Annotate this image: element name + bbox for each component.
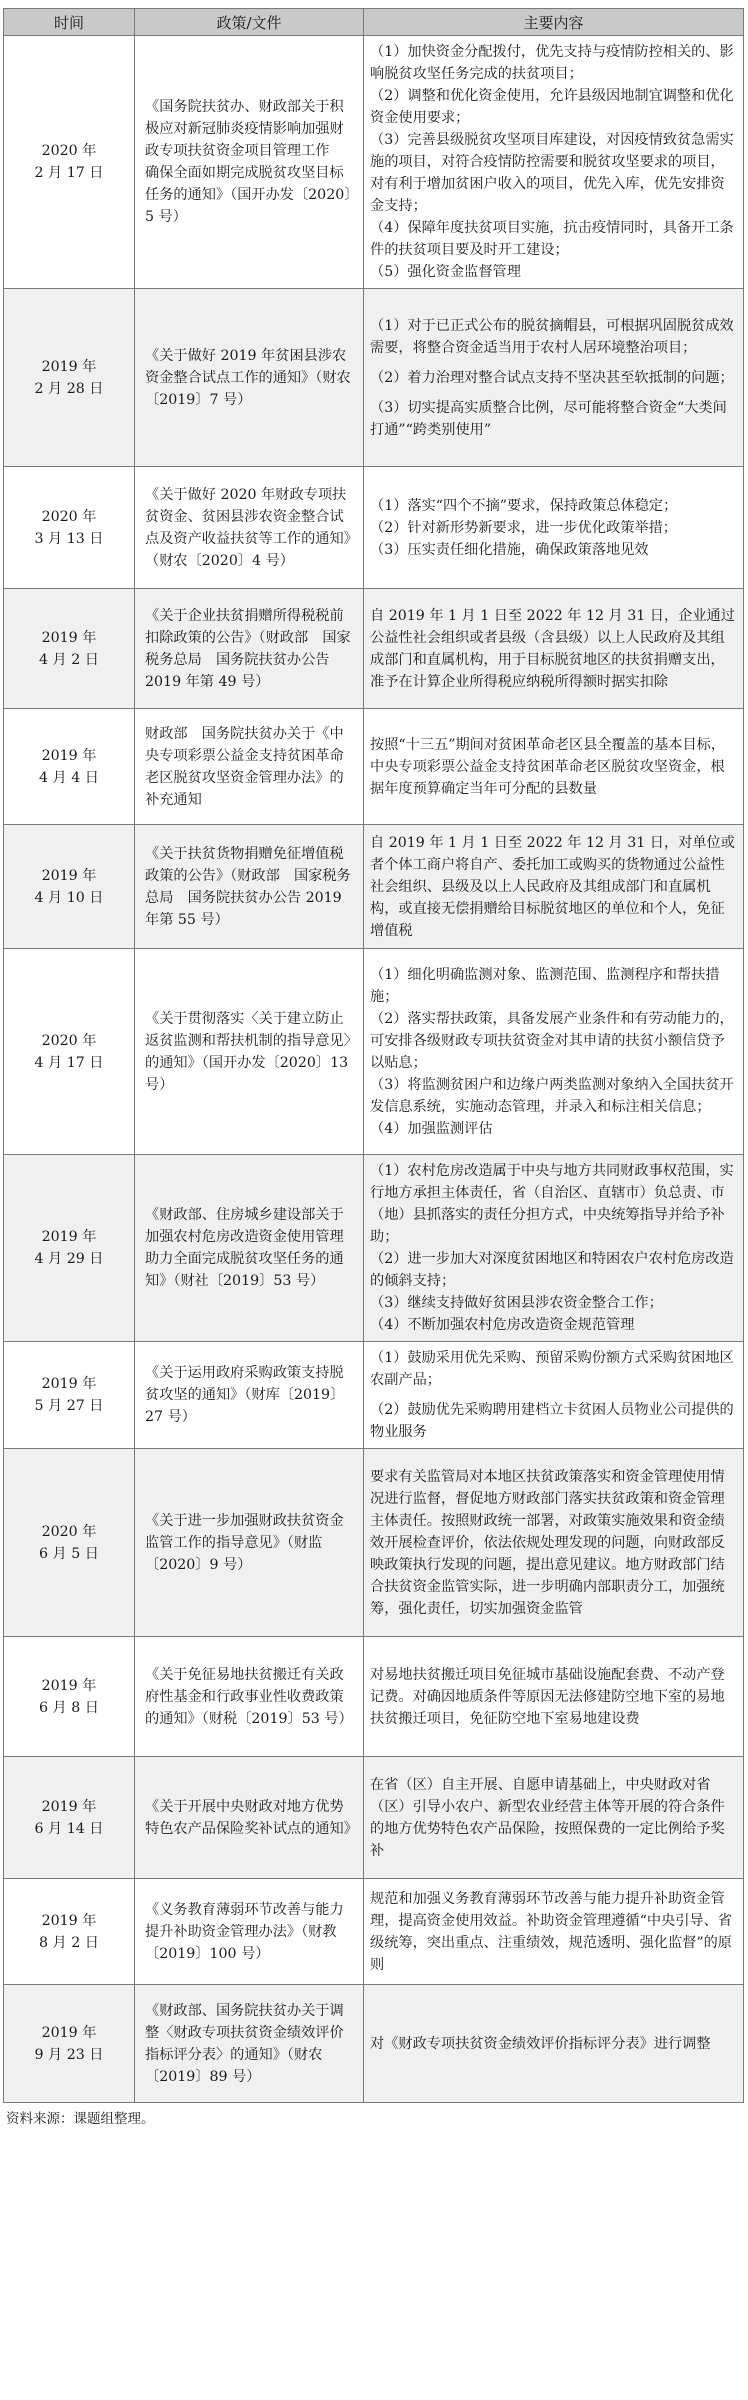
date-line: 6 月 8 日 xyxy=(39,1699,99,1716)
content-item: 规范和加强义务教育薄弱环节改善与能力提升补助资金管理，提高资金使用效益。补助资金管理遵循“中央引导、省级统筹，突出重点、注重绩效，规范透明、强化监督”的原则 xyxy=(370,1890,732,1973)
row-policy: 《关于开展中央财政对地方优势特色农产品保险奖补试点的通知》 xyxy=(135,1757,364,1879)
row-date xyxy=(4,1757,135,1879)
table-header-row xyxy=(4,9,744,36)
table-row xyxy=(4,709,744,825)
row-policy: 《关于企业扶贫捐赠所得税税前扣除政策的公告》（财政部 国家税务总局 国务院扶贫办公告 2019 年第 49 号） xyxy=(135,589,364,709)
table-body xyxy=(4,36,744,2103)
row-date xyxy=(4,1449,135,1637)
date-line: 6 月 5 日 xyxy=(39,1545,99,1562)
row-policy: 《关于扶贫货物捐赠免征增值税政策的公告》（财政部 国家税务总局 国务院扶贫办公告 2019 年第 55 号） xyxy=(135,825,364,949)
table-row xyxy=(4,589,744,709)
table-row xyxy=(4,1757,744,1879)
row-content xyxy=(364,949,744,1155)
row-date xyxy=(4,589,135,709)
date-line: 4 月 4 日 xyxy=(39,769,99,786)
table-row xyxy=(4,1342,744,1449)
row-date xyxy=(4,1985,135,2103)
header-policy: 政策/文件 xyxy=(135,9,364,36)
date-line: 2020 年 xyxy=(41,1032,97,1049)
content-item: （3）压实责任细化措施，确保政策落地见效 xyxy=(370,541,649,558)
policy-table xyxy=(3,8,744,2103)
row-policy: 财政部 国务院扶贫办关于《中央专项彩票公益金支持贫困革命老区脱贫攻坚资金管理办法》的补充通知 xyxy=(135,709,364,825)
content-item: 按照“十三五”期间对贫困革命老区县全覆盖的基本目标，中央专项彩票公益金支持贫困革命老区脱贫攻坚资金，根据年度预算确定当年可分配的县数量 xyxy=(370,736,726,797)
date-line: 2 月 17 日 xyxy=(34,165,104,181)
row-policy: 《关于进一步加强财政扶贫资金监管工作的指导意见》（财监〔2020〕9 号） xyxy=(135,1449,364,1637)
row-content xyxy=(364,1757,744,1879)
date-line: 4 月 29 日 xyxy=(34,1251,104,1267)
content-item: 自 2019 年 1 月 1 日至 2022 年 12 月 31 日，企业通过公益性社会组织或者县级（含县级）以上人民政府及其组成部门和直属机构，用于目标脱贫地区的扶贫捐赠支出，准予在计算企业所得税应纳税所得额时据实扣除 xyxy=(370,607,735,690)
content-item: （2）调整和优化资金使用，允许县级因地制宜调整和优化资金使用要求； xyxy=(370,88,734,126)
content-item: （4）加强监测评估 xyxy=(370,1120,493,1137)
row-date xyxy=(4,467,135,589)
date-line: 2019 年 xyxy=(41,1677,97,1694)
row-content xyxy=(364,467,744,589)
content-item: （1）加快资金分配拨付，优先支持与疫情防控相关的、影响脱贫攻坚任务完成的扶贫项目； xyxy=(370,44,734,82)
table-row xyxy=(4,1637,744,1757)
date-line: 2020 年 xyxy=(41,143,97,159)
row-date xyxy=(4,1637,135,1757)
row-content xyxy=(364,36,744,289)
row-policy: 《财政部、住房城乡建设部关于加强农村危房改造资金使用管理 助力全面完成脱贫攻坚任务的通知》（财社〔2019〕53 号） xyxy=(135,1155,364,1342)
content-item: （5）强化资金监督管理 xyxy=(370,264,521,280)
table-row xyxy=(4,467,744,589)
content-item: （1）农村危房改造属于中央与地方共同财政事权范围，实行地方承担主体责任，省（自治区、直辖市）负总责、市（地）县抓落实的责任分担方式，中央统筹指导并给予补助； xyxy=(370,1163,734,1245)
content-item: （3）将监测贫困户和边缘户两类监测对象纳入全国扶贫开发信息系统，实施动态管理，并录入和标注相关信息； xyxy=(370,1076,734,1115)
content-item: 自 2019 年 1 月 1 日至 2022 年 12 月 31 日，对单位或者个体工商户将自产、委托加工或购买的货物通过公益性社会组织、县级及以上人民政府及其组成部门和直属机构，或直接无偿捐赠给目标脱贫地区的单位和个人，免征增值税 xyxy=(370,834,735,939)
date-line: 8 月 2 日 xyxy=(39,1934,99,1951)
content-item: （1）细化明确监测对象、监测范围、监测程序和帮扶措施； xyxy=(370,966,720,1005)
date-line: 2019 年 xyxy=(41,867,97,884)
date-line: 5 月 27 日 xyxy=(34,1398,104,1414)
row-content xyxy=(364,825,744,949)
row-date xyxy=(4,36,135,289)
table-row xyxy=(4,949,744,1155)
date-line: 2019 年 xyxy=(41,747,97,764)
date-line: 2019 年 xyxy=(41,1229,97,1245)
date-line: 4 月 17 日 xyxy=(34,1054,104,1071)
content-item: （2）进一步加大对深度贫困地区和特困农户农村危房改造的倾斜支持； xyxy=(370,1251,734,1289)
header-date: 时间 xyxy=(4,9,135,36)
row-content xyxy=(364,1342,744,1449)
table-row xyxy=(4,1449,744,1637)
date-line: 2019 年 xyxy=(41,1376,97,1392)
content-item: （3）继续支持做好贫困县涉农资金整合工作； xyxy=(370,1295,663,1311)
row-content xyxy=(364,1449,744,1637)
row-policy: 《关于运用政府采购政策支持脱贫攻坚的通知》（财库〔2019〕27 号） xyxy=(135,1342,364,1449)
row-policy: 《财政部、国务院扶贫办关于调整〈财政专项扶贫资金绩效评价指标评分表〉的通知》（财农〔2019〕89 号） xyxy=(135,1985,364,2103)
row-policy: 《关于免征易地扶贫搬迁有关政府性基金和行政事业性收费政策的通知》（财税〔2019〕53 号） xyxy=(135,1637,364,1757)
content-item: （3）完善县级脱贫攻坚项目库建设，对因疫情致贫急需实施的项目，对符合疫情防控需要和脱贫攻坚要求的项目，对有利于增加贫困户收入的项目，优先入库，优先安排资金支持； xyxy=(370,132,734,214)
date-line: 2020 年 xyxy=(41,1523,97,1540)
date-line: 2019 年 xyxy=(41,1798,97,1815)
date-line: 2019 年 xyxy=(41,2024,97,2041)
row-content xyxy=(364,1985,744,2103)
date-line: 2019 年 xyxy=(41,1912,97,1929)
row-date xyxy=(4,289,135,467)
content-item: （2）鼓励优先采购聘用建档立卡贫困人员物业公司提供的物业服务 xyxy=(370,1402,734,1440)
table-row xyxy=(4,1879,744,1985)
date-line: 4 月 2 日 xyxy=(39,651,99,668)
row-date xyxy=(4,1879,135,1985)
date-line: 2 月 28 日 xyxy=(34,380,104,397)
row-content xyxy=(364,1637,744,1757)
row-policy: 《关于贯彻落实〈关于建立防止返贫监测和帮扶机制的指导意见〉的通知》（国开办发〔2020〕13 号） xyxy=(135,949,364,1155)
content-item: （2）落实帮扶政策，具备发展产业条件和有劳动能力的，可安排各级财政专项扶贫资金对其申请的扶贫小额信贷予以贴息； xyxy=(370,1010,734,1071)
content-item: 在省（区）自主开展、自愿申请基础上，中央财政对省（区）引导小农户、新型农业经营主体等开展的符合条件的地方优势特色农产品保险，按照保费的一定比例给予奖补 xyxy=(370,1776,725,1859)
row-date xyxy=(4,825,135,949)
table-row xyxy=(4,36,744,289)
content-item: （4）保障年度扶贫项目实施，抗击疫情同时，具备开工条件的扶贫项目要及时开工建设； xyxy=(370,220,734,258)
row-content xyxy=(364,289,744,467)
row-content xyxy=(364,589,744,709)
content-item: 要求有关监管局对本地区扶贫政策落实和资金管理使用情况进行监督，督促地方财政部门落实扶贫政策和资金管理主体责任。按照财政统一部署，对政策实施效果和资金绩效开展检查评价，依法依规处理发现的问题，向财政部反映政策执行发现的问题，提出意见建议。地方财政部门结合扶贫资金监管实际，进一步明确内部职责分工，加强统筹，强化责任，切实加强资金监管 xyxy=(370,1468,725,1617)
table-row xyxy=(4,1985,744,2103)
content-item: （4）不断加强农村危房改造资金规范管理 xyxy=(370,1317,635,1333)
content-item: 对《财政专项扶贫资金绩效评价指标评分表》进行调整 xyxy=(370,2035,711,2052)
row-policy: 《义务教育薄弱环节改善与能力提升补助资金管理办法》（财教〔2019〕100 号） xyxy=(135,1879,364,1985)
content-item: （2）着力治理对整合试点支持不坚决甚至软抵制的问题； xyxy=(370,369,734,386)
content-item: （1）对于已正式公布的脱贫摘帽县，可根据巩固脱贫成效需要，将整合资金适当用于农村人居环境整治项目； xyxy=(370,317,734,356)
date-line: 3 月 13 日 xyxy=(34,530,104,547)
table-row xyxy=(4,289,744,467)
content-item: （3）切实提高实质整合比例，尽可能将整合资金“大类间打通”“跨类别使用” xyxy=(370,399,727,438)
date-line: 2020 年 xyxy=(41,508,97,525)
row-content xyxy=(364,1155,744,1342)
date-line: 2019 年 xyxy=(41,629,97,646)
date-line: 4 月 10 日 xyxy=(34,889,104,906)
row-policy: 《关于做好 2019 年贫困县涉农资金整合试点工作的通知》（财农〔2019〕7 号） xyxy=(135,289,364,467)
content-item: 对易地扶贫搬迁项目免征城市基础设施配套费、不动产登记费。对确因地质条件等原因无法修建防空地下室的易地扶贫搬迁项目，免征防空地下室易地建设费 xyxy=(370,1666,725,1727)
date-line: 9 月 23 日 xyxy=(34,2046,104,2063)
row-content xyxy=(364,1879,744,1985)
content-item: （1）鼓励采用优先采购、预留采购份额方式采购贫困地区农副产品； xyxy=(370,1350,734,1388)
table-row xyxy=(4,1155,744,1342)
row-content xyxy=(364,709,744,825)
table-row xyxy=(4,825,744,949)
content-item: （2）针对新形势新要求，进一步优化政策举措； xyxy=(370,519,677,536)
row-date xyxy=(4,1342,135,1449)
row-date xyxy=(4,1155,135,1342)
source-note: 资料来源：课题组整理。 xyxy=(6,2111,155,2127)
date-line: 6 月 14 日 xyxy=(34,1820,104,1837)
row-policy: 《关于做好 2020 年财政专项扶贫资金、贫困县涉农资金整合试点及资产收益扶贫等工作的通知》（财农〔2020〕4 号） xyxy=(135,467,364,589)
row-date xyxy=(4,709,135,825)
row-policy: 《国务院扶贫办、财政部关于积极应对新冠肺炎疫情影响加强财政专项扶贫资金项目管理工作 确保全面如期完成脱贫攻坚目标任务的通知》（国开办发〔2020〕5 号） xyxy=(135,36,364,289)
content-item: （1）落实“四个不摘”要求，保持政策总体稳定； xyxy=(370,497,678,514)
header-content: 主要内容 xyxy=(364,9,744,36)
row-date xyxy=(4,949,135,1155)
date-line: 2019 年 xyxy=(41,358,97,375)
